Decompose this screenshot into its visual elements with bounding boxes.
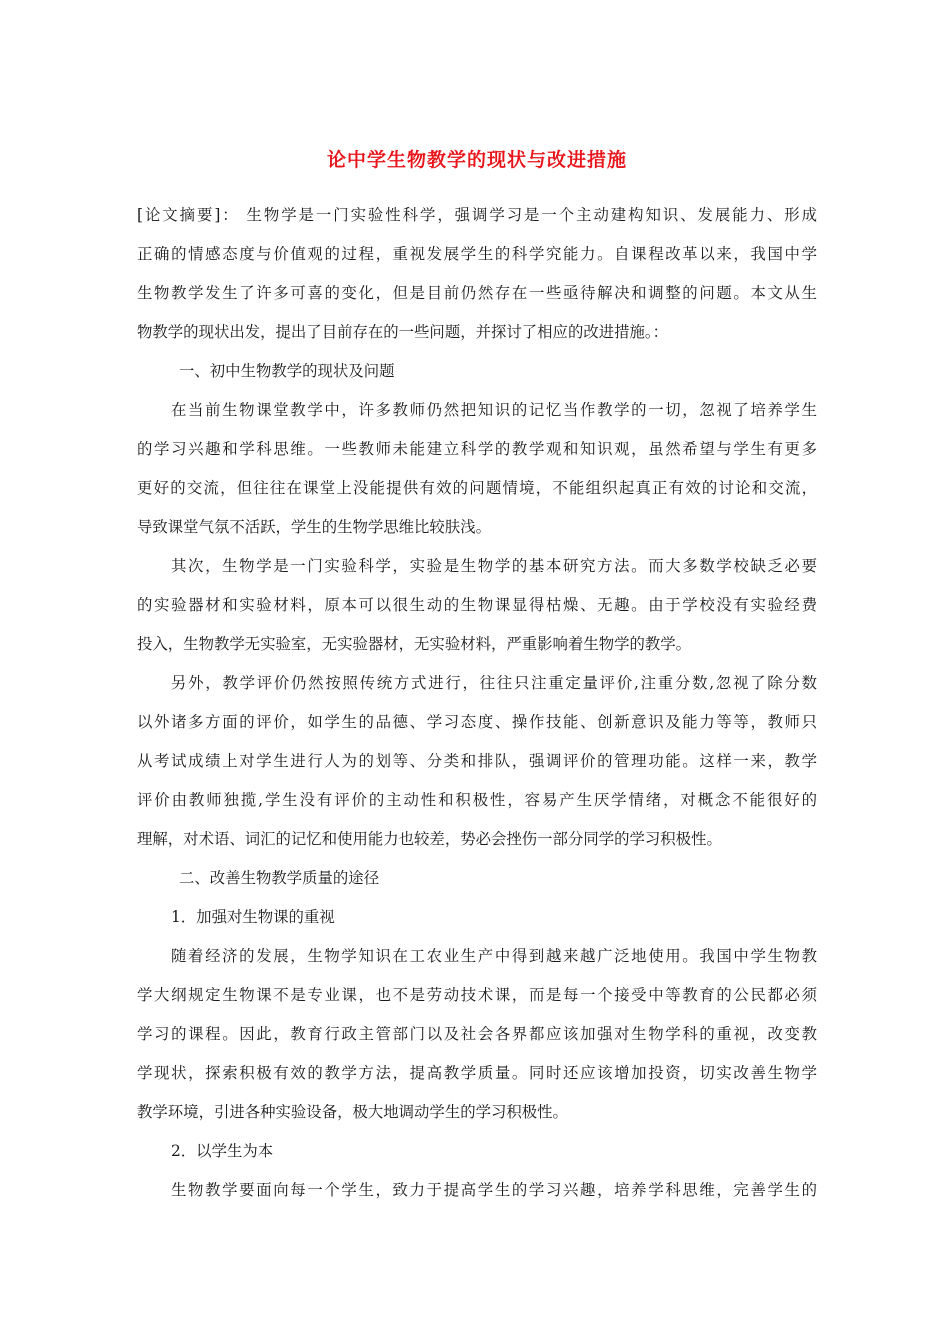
- text-line: 生物教学要面向每一个学生，致力于提高学生的学习兴趣，培养学科思维，完善学生的: [171, 1181, 817, 1199]
- text-line: 1．加强对生物课的重视: [171, 908, 335, 926]
- text-line: 一、初中生物教学的现状及问题: [179, 362, 395, 380]
- text-line: 另外，教学评价仍然按照传统方式进行，往往只注重定量评价,注重分数,忽视了除分数: [171, 674, 817, 692]
- text-line: 在当前生物课堂教学中，许多教师仍然把知识的记忆当作教学的一切，忽视了培养学生: [171, 401, 817, 419]
- text-line: [论文摘要]： 生物学是一门实验性科学，强调学习是一个主动建构知识、发展能力、形成: [137, 206, 817, 224]
- text-line: 更好的交流，但往往在课堂上没能提供有效的问题情境，不能组织起真正有效的讨论和交流，: [137, 479, 817, 497]
- document-title: 论中学生物教学的现状与改进措施: [326, 149, 627, 171]
- text-line: 从考试成绩上对学生进行人为的划等、分类和排队，强调评价的管理功能。这样一来，教学: [137, 752, 817, 770]
- text-line: 正确的情感态度与价值观的过程，重视发展学生的科学究能力。自课程改革以来，我国中学: [137, 245, 817, 263]
- text-line: 2．以学生为本: [171, 1142, 274, 1160]
- text-line: 物教学的现状出发，提出了目前存在的一些问题，并探讨了相应的改进措施。：: [137, 323, 668, 341]
- text-line: 学大纲规定生物课不是专业课，也不是劳动技术课，而是每一个接受中等教育的公民都必须: [137, 986, 817, 1004]
- text-line: 随着经济的发展，生物学知识在工农业生产中得到越来越广泛地使用。我国中学生物教: [171, 947, 817, 965]
- text-line: 评价由教师独揽,学生没有评价的主动性和积极性，容易产生厌学情绪，对概念不能很好的: [137, 791, 817, 809]
- text-line: 的学习兴趣和学科思维。一些教师未能建立科学的教学观和知识观，虽然希望与学生有更多: [137, 440, 817, 458]
- document-body: [137, 196, 817, 1210]
- text-line: 导致课堂气氛不活跃，学生的生物学思维比较肤浅。: [137, 518, 491, 536]
- text-line: 二、改善生物教学质量的途径: [179, 869, 380, 887]
- text-line: 教学环境，引进各种实验设备，极大地调动学生的学习积极性。: [137, 1103, 568, 1121]
- text-line: 投入，生物教学无实验室，无实验器材，无实验材料，严重影响着生物学的教学。: [137, 635, 692, 653]
- text-line: 其次，生物学是一门实验科学，实验是生物学的基本研究方法。而大多数学校缺乏必要: [171, 557, 817, 575]
- text-line: 学习的课程。因此，教育行政主管部门以及社会各界都应该加强对生物学科的重视，改变教: [137, 1025, 817, 1043]
- text-line: 生物教学发生了许多可喜的变化，但是目前仍然存在一些亟待解决和调整的问题。本文从生: [137, 284, 817, 302]
- text-line: 的实验器材和实验材料，原本可以很生动的生物课显得枯燥、无趣。由于学校没有实验经费: [137, 596, 817, 614]
- text-line: 以外诸多方面的评价，如学生的品德、学习态度、操作技能、创新意识及能力等等，教师只: [137, 713, 817, 731]
- text-line: 理解，对术语、词汇的记忆和使用能力也较差，势必会挫伤一部分同学的学习积极性。: [137, 830, 722, 848]
- text-line: 学现状，探索积极有效的教学方法，提高教学质量。同时还应该增加投资，切实改善生物学: [137, 1064, 817, 1082]
